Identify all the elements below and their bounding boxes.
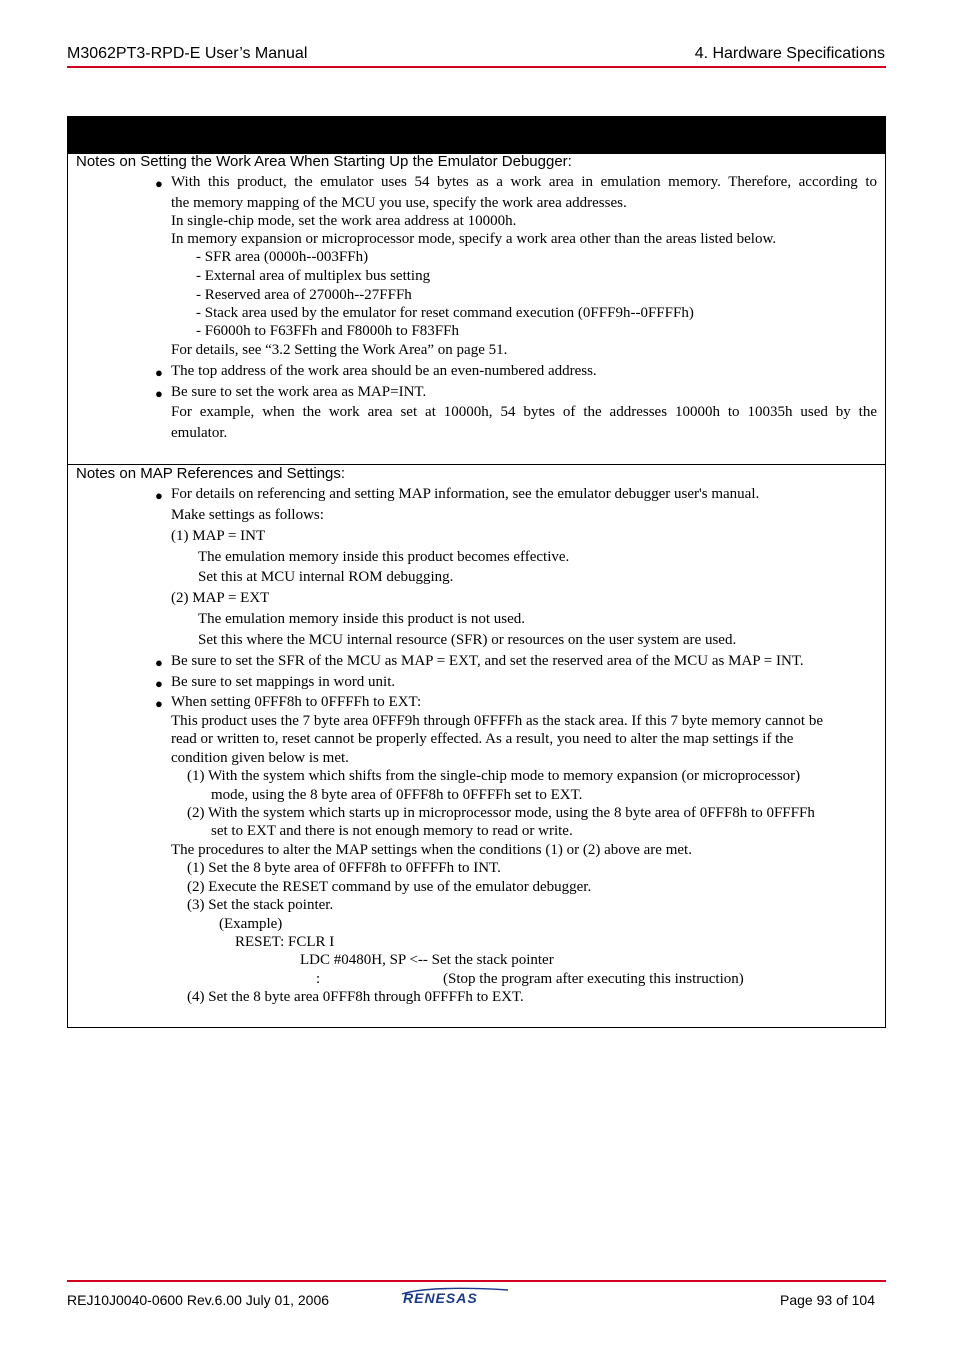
notes-box-header-bar — [68, 117, 885, 154]
s2-map1-b: Set this at MCU internal ROM debugging. — [198, 569, 454, 585]
section1-title: Notes on Setting the Work Area When Starting Up the Emulator Debugger: — [76, 153, 572, 170]
s1-b1-line2: the memory mapping of the MCU you use, specify the work area addresses. — [171, 195, 627, 211]
s1-sub3: - Reserved area of 27000h--27FFFh — [196, 287, 412, 303]
s1-sub5: - F6000h to F63FFh and F8000h to F83FFh — [196, 323, 459, 339]
bullet-icon: ● — [155, 676, 163, 691]
footer-rule — [67, 1280, 886, 1282]
s2-example-ldc: LDC #0480H, SP <-- Set the stack pointer — [300, 952, 554, 968]
bullet-icon: ● — [155, 655, 163, 670]
s1-sub2: - External area of multiplex bus setting — [196, 268, 431, 284]
s2-cond2-a: (2) With the system which starts up in microprocessor mode, using the 8 byte area of 0FFF8h to 0FFFFh — [187, 805, 815, 821]
s1-b1-line4: In memory expansion or microprocessor mode, specify a work area other than the areas listed below. — [171, 231, 777, 247]
s2-example-reset: RESET: FCLR I — [235, 934, 335, 950]
s2-procedures: The procedures to alter the MAP settings when the conditions (1) or (2) above are met. — [171, 842, 692, 858]
s2-cond1-b: mode, using the 8 byte area of 0FFF8h to 0FFFFh set to EXT. — [211, 787, 583, 803]
s2-example-colon: : — [316, 971, 321, 987]
bullet-icon: ● — [155, 386, 163, 401]
s2-cond2-b: set to EXT and there is not enough memory to read or write. — [211, 823, 573, 839]
renesas-logo — [400, 1286, 512, 1306]
s2-step1: (1) Set the 8 byte area of 0FFF8h to 0FFFFh to INT. — [187, 860, 501, 876]
s2-step2: (2) Execute the RESET command by use of the emulator debugger. — [187, 879, 592, 895]
s2-step4: (4) Set the 8 byte area 0FFF8h through 0FFFFh to EXT. — [187, 989, 524, 1005]
bullet-icon: ● — [155, 488, 163, 503]
s2-b2: Be sure to set the SFR of the MCU as MAP = EXT, and set the reserved area of the MCU as MAP = INT. — [171, 653, 804, 669]
footer-document-id: REJ10J0040-0600 Rev.6.00 July 01, 2006 — [67, 1292, 330, 1308]
s1-b3-line2: For example, when the work area set at 10000h, 54 bytes of the addresses 10000h to 10035h used by the — [171, 404, 877, 420]
header-manual-title: M3062PT3-RPD-E User’s Manual — [67, 45, 308, 62]
bullet-icon: ● — [155, 176, 163, 191]
s2-b4-line3: condition given below is met. — [171, 750, 349, 766]
s2-b4: When setting 0FFF8h to 0FFFFh to EXT: — [171, 694, 422, 710]
section2-title: Notes on MAP References and Settings: — [76, 465, 346, 482]
s1-b1-line3: In single-chip mode, set the work area address at 10000h. — [171, 213, 517, 229]
s2-map2-b: Set this where the MCU internal resource (SFR) or resources on the user system are used. — [198, 632, 737, 648]
bullet-icon: ● — [155, 696, 163, 711]
s1-sub4: - Stack area used by the emulator for reset command execution (0FFF9h--0FFFFh) — [196, 305, 694, 321]
s2-b4-line2: read or written to, reset cannot be properly effected. As a result, you need to alter the map settings if the — [171, 731, 794, 747]
s2-b4-line1: This product uses the 7 byte area 0FFF9h through 0FFFFh as the stack area. If this 7 byte memory cannot be — [171, 713, 823, 729]
s1-b2: The top address of the work area should be an even-numbered address. — [171, 363, 597, 379]
s2-map2: (2) MAP = EXT — [171, 590, 270, 606]
s2-map1: (1) MAP = INT — [171, 528, 266, 544]
footer-page-number: Page 93 of 104 — [780, 1292, 875, 1308]
s1-sub1: - SFR area (0000h--003FFh) — [196, 249, 369, 265]
s2-example-label: (Example) — [219, 916, 283, 932]
s2-step3: (3) Set the stack pointer. — [187, 897, 334, 913]
s1-b1-line1: With this product, the emulator uses 54 bytes as a work area in emulation memory. Therefore, according to — [171, 174, 877, 190]
s1-b3-line3: emulator. — [171, 425, 228, 441]
s2-example-stop: (Stop the program after executing this instruction) — [443, 971, 744, 987]
s2-b3: Be sure to set mappings in word unit. — [171, 674, 396, 690]
header-rule — [67, 66, 886, 68]
svg-text:RENESAS: RENESAS — [403, 1290, 478, 1306]
s2-map1-a: The emulation memory inside this product becomes effective. — [198, 549, 570, 565]
s2-b1: For details on referencing and setting MAP information, see the emulator debugger user's manual. — [171, 486, 760, 502]
s1-b3: Be sure to set the work area as MAP=INT. — [171, 384, 427, 400]
s2-b1-line2: Make settings as follows: — [171, 507, 324, 523]
s2-cond1-a: (1) With the system which shifts from the single-chip mode to memory expansion (or microprocessor) — [187, 768, 801, 784]
s1-details: For details, see “3.2 Setting the Work Area” on page 51. — [171, 342, 508, 358]
bullet-icon: ● — [155, 365, 163, 380]
header-chapter-title: 4. Hardware Specifications — [694, 45, 885, 62]
s2-map2-a: The emulation memory inside this product is not used. — [198, 611, 526, 627]
